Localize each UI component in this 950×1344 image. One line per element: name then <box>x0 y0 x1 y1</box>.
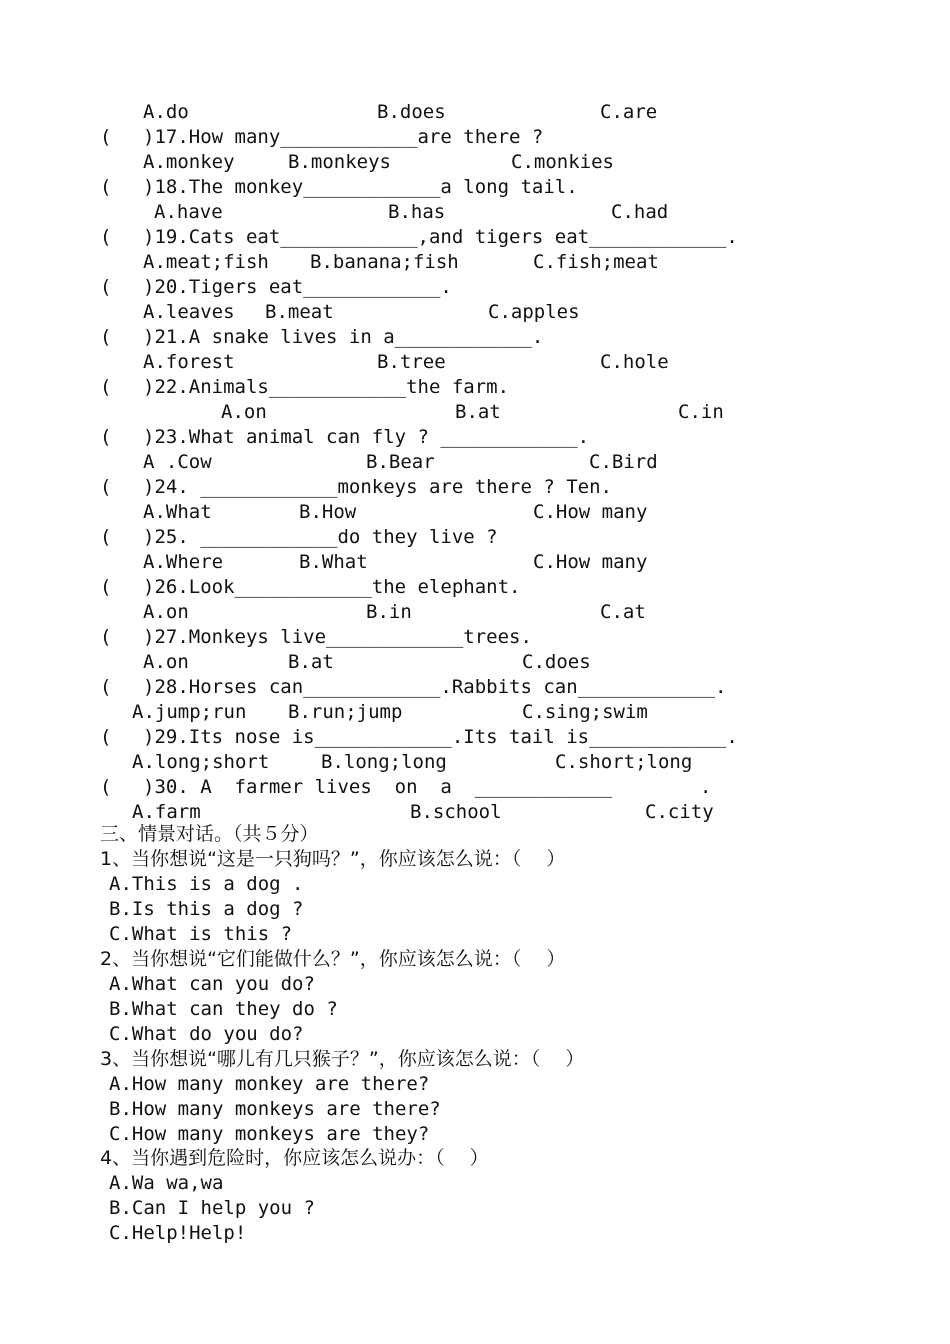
option-a: A.How many monkey are there? <box>109 1073 430 1095</box>
option-c: C.How many monkeys are they? <box>109 1123 430 1145</box>
option-b: B.monkeys <box>288 151 391 173</box>
option-b: B.in <box>366 601 412 623</box>
option-b: B.How <box>299 501 357 523</box>
answer-paren: ( <box>100 776 112 798</box>
answer-paren: ( <box>100 626 112 648</box>
option-b: B.Is this a dog ? <box>109 898 304 920</box>
option-c: C.How many <box>533 501 648 523</box>
option-a: A.farm <box>132 801 201 823</box>
option-c: C.short;long <box>555 751 693 773</box>
option-a: A.Wa wa,wa <box>109 1172 224 1194</box>
option-b: B.How many monkeys are there? <box>109 1098 441 1120</box>
question-stem: )22.Animals____________the farm. <box>143 376 510 398</box>
answer-paren: ( <box>100 576 112 598</box>
answer-paren: ( <box>100 476 112 498</box>
option-a: A.on <box>143 601 189 623</box>
option-b: B.meat <box>265 301 334 323</box>
answer-paren: ( <box>100 526 112 548</box>
option-c: C.monkies <box>511 151 614 173</box>
dialogue-question: 4、当你遇到危险时，你应该怎么说办：（ ） <box>100 1147 489 1169</box>
option-a: A.forest <box>143 351 235 373</box>
question-stem: )28.Horses can____________.Rabbits can____________. <box>143 676 727 698</box>
option-c: C.What do you do? <box>109 1023 304 1045</box>
option-a: A.do <box>143 101 189 123</box>
answer-paren: ( <box>100 376 112 398</box>
question-end-period: . <box>700 776 712 798</box>
option-b: B.at <box>288 651 334 673</box>
option-b: B.What <box>299 551 368 573</box>
option-c: C.How many <box>533 551 648 573</box>
option-b: B.tree <box>377 351 446 373</box>
option-b: B.school <box>410 801 502 823</box>
option-a: A.long;short <box>132 751 270 773</box>
option-a: A.have <box>154 201 223 223</box>
question-stem: )19.Cats eat____________,and tigers eat____________. <box>143 226 738 248</box>
question-stem: )29.Its nose is____________.Its tail is____________. <box>143 726 738 748</box>
answer-paren: ( <box>100 176 112 198</box>
option-b: B.Can I help you ? <box>109 1197 315 1219</box>
option-c: C.are <box>600 101 658 123</box>
option-a: A.This is a dog . <box>109 873 304 895</box>
option-c: C.does <box>522 651 591 673</box>
option-a: A.Where <box>143 551 224 573</box>
section-heading: 三、情景对话。（共５分） <box>100 823 319 845</box>
option-a: A.on <box>221 401 267 423</box>
option-a: A.on <box>143 651 189 673</box>
question-stem: )27.Monkeys live____________trees. <box>143 626 532 648</box>
option-a: A.What <box>143 501 212 523</box>
answer-paren: ( <box>100 226 112 248</box>
answer-paren: ( <box>100 276 112 298</box>
question-stem: )26.Look____________the elephant. <box>143 576 521 598</box>
option-b: B.banana;fish <box>310 251 459 273</box>
dialogue-question: 1、当你想说“这是一只狗吗？”，你应该怎么说：（ ） <box>100 848 566 870</box>
option-a: A.meat;fish <box>143 251 269 273</box>
answer-paren: ( <box>100 326 112 348</box>
option-b: B.run;jump <box>288 701 403 723</box>
option-b: B.has <box>388 201 446 223</box>
answer-paren: ( <box>100 126 112 148</box>
question-stem: )20.Tigers eat____________. <box>143 276 452 298</box>
option-a: A.What can you do? <box>109 973 315 995</box>
option-c: C.at <box>600 601 646 623</box>
option-a: A .Cow <box>143 451 212 473</box>
question-stem: )25. ____________do they live ? <box>143 526 498 548</box>
dialogue-question: 3、当你想说“哪儿有几只猴子？”，你应该怎么说：（ ） <box>100 1048 585 1070</box>
option-c: C.hole <box>600 351 669 373</box>
answer-paren: ( <box>100 726 112 748</box>
option-a: A.leaves <box>143 301 235 323</box>
option-c: C.Help!Help! <box>109 1222 247 1244</box>
option-c: C.had <box>611 201 669 223</box>
question-stem: )30. A farmer lives on a ____________ <box>143 776 612 798</box>
option-c: C.fish;meat <box>533 251 659 273</box>
option-c: C.What is this ? <box>109 923 293 945</box>
option-c: C.city <box>645 801 714 823</box>
option-a: A.monkey <box>143 151 235 173</box>
question-stem: )21.A snake lives in a____________. <box>143 326 544 348</box>
option-a: A.jump;run <box>132 701 247 723</box>
question-stem: )17.How many____________are there ? <box>143 126 544 148</box>
option-b: B.long;long <box>321 751 447 773</box>
option-c: C.in <box>678 401 724 423</box>
answer-paren: ( <box>100 676 112 698</box>
answer-paren: ( <box>100 426 112 448</box>
question-stem: )23.What animal can fly ? ____________. <box>143 426 590 448</box>
option-c: C.sing;swim <box>522 701 648 723</box>
option-b: B.What can they do ? <box>109 998 338 1020</box>
question-stem: )24. ____________monkeys are there ? Ten. <box>143 476 612 498</box>
question-stem: )18.The monkey____________a long tail. <box>143 176 578 198</box>
option-b: B.Bear <box>366 451 435 473</box>
dialogue-question: 2、当你想说“它们能做什么？”，你应该怎么说：（ ） <box>100 948 566 970</box>
option-b: B.at <box>455 401 501 423</box>
option-c: C.apples <box>488 301 580 323</box>
option-c: C.Bird <box>589 451 658 473</box>
option-b: B.does <box>377 101 446 123</box>
